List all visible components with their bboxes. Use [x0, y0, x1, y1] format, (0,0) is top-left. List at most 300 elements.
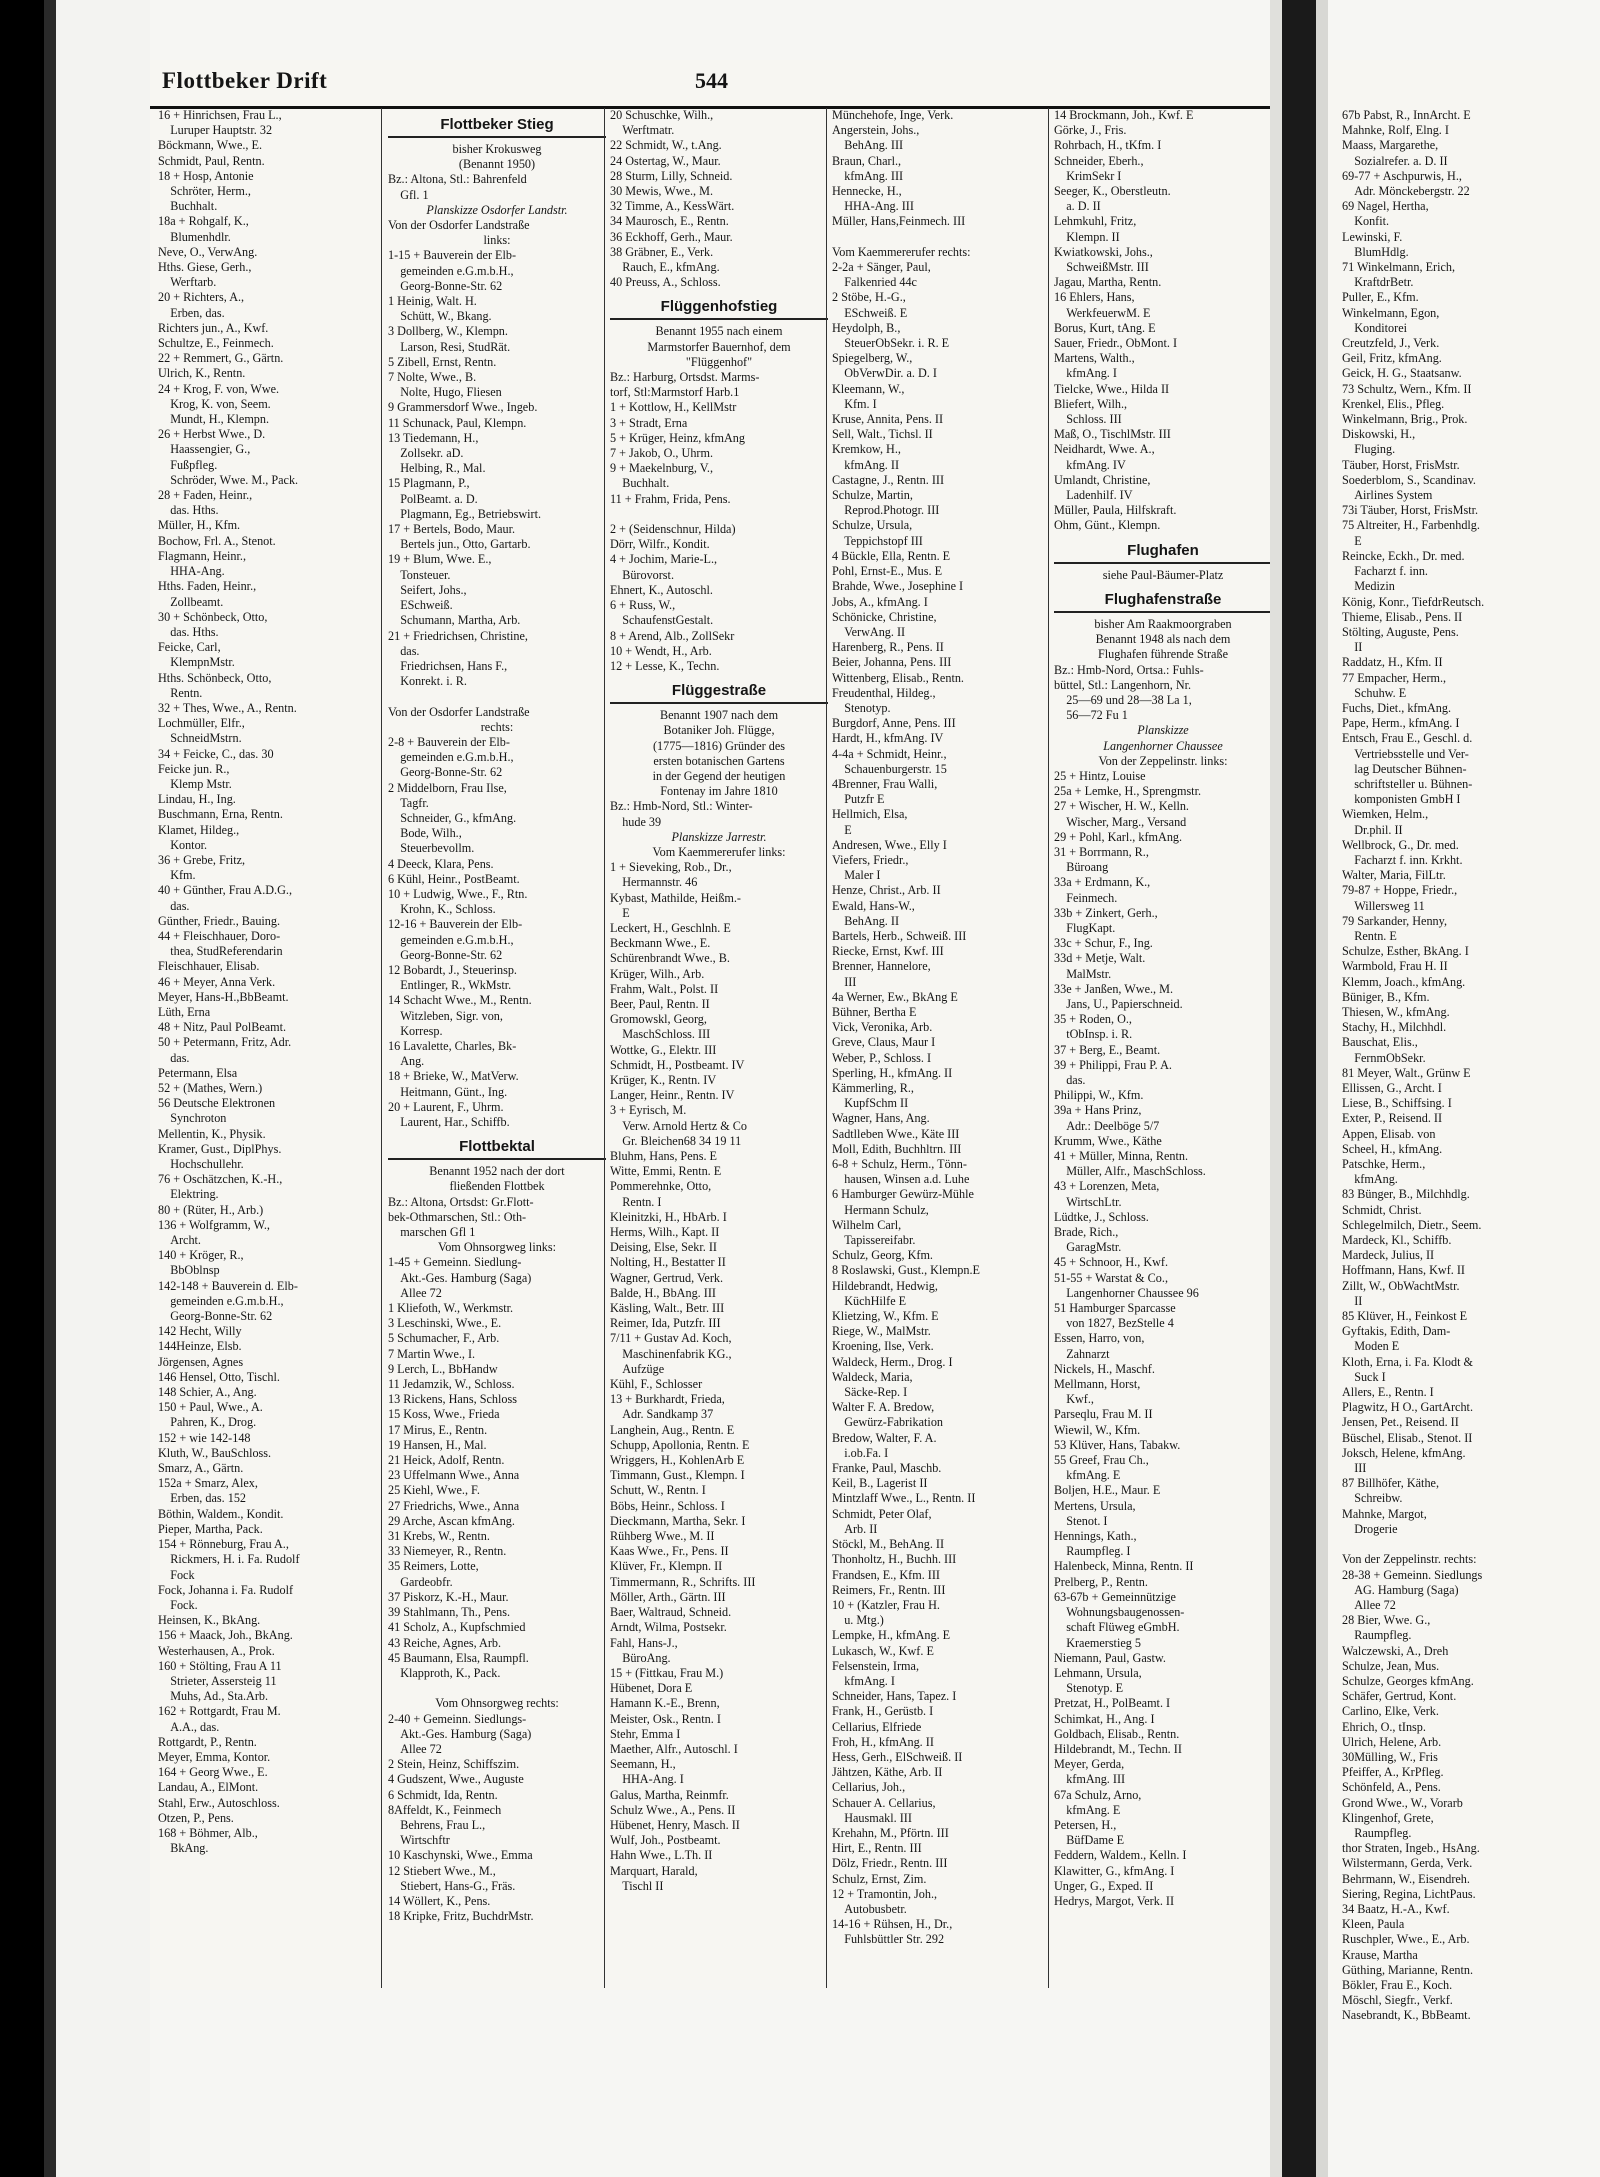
- entry-line: 16 Lavalette, Charles, Bk-: [388, 1038, 517, 1053]
- entry-line: 6 Schmidt, Ida, Rentn.: [388, 1787, 498, 1802]
- entry-line: Burgdorf, Anne, Pens. III: [832, 716, 956, 731]
- entry-line: Nolte, Hugo, Fliesen: [388, 385, 502, 400]
- entry-line: Seemann, H.,: [610, 1757, 676, 1772]
- entry-line: 79-87 + Hoppe, Friedr.,: [1342, 883, 1458, 898]
- entry-line: Kybast, Mathilde, Heißm.-: [610, 890, 741, 905]
- street-note: links:: [483, 233, 511, 248]
- entry-line: 45 + Schnoor, H., Kwf.: [1054, 1255, 1169, 1270]
- entry-line: Klüver, Fr., Klempn. II: [610, 1559, 723, 1574]
- entry-line: Neve, O., VerwAng.: [158, 244, 258, 259]
- street-note: Vom Ohnsorgweg rechts:: [435, 1696, 559, 1711]
- entry-line: Ehrich, O., tInsp.: [1342, 1719, 1426, 1734]
- entry-line: Haassengier, G.,: [158, 442, 251, 457]
- entry-line: 164 + Georg Wwe., E.: [158, 1765, 268, 1780]
- entry-line: Schulze, Georges kfmAng.: [1342, 1673, 1474, 1688]
- entry-line: marschen Gfl 1: [388, 1225, 476, 1240]
- entry-line: Müller, Alfr., MaschSchloss.: [1054, 1164, 1206, 1179]
- entry-line: KüchHilfe E: [832, 1293, 907, 1308]
- entry-line: 156 + Maack, Joh., BkAng.: [158, 1628, 293, 1643]
- entry-line: Stiebert, Hans-G., Fräs.: [388, 1878, 516, 1893]
- entry-line: Böckmann, Wwe., E.: [158, 138, 263, 153]
- entry-line: 2 Middelborn, Frau Ilse,: [388, 780, 507, 795]
- entry-line: Hildebrandt, M., Techn. II: [1054, 1741, 1182, 1756]
- entry-line: E: [832, 822, 852, 837]
- entry-line: Erben, das.: [158, 305, 225, 320]
- entry-line: Schloss. III: [1054, 412, 1122, 427]
- entry-line: Henze, Christ., Arb. II: [832, 883, 941, 898]
- entry-line: Autobusbetr.: [832, 1901, 907, 1916]
- entry-line: 35 + Roden, O.,: [1054, 1012, 1132, 1027]
- entry-line: Schmidt, H., Postbeamt. IV: [610, 1057, 745, 1072]
- entry-line: Kloth, Erna, i. Fa. Klodt &: [1342, 1354, 1474, 1369]
- entry-line: Mintzlaff Wwe., L., Rentn. II: [832, 1491, 976, 1506]
- entry-line: Dieckmann, Martha, Sekr. I: [610, 1513, 746, 1528]
- entry-line: Dörr, Wilfr., Kondit.: [610, 537, 710, 552]
- entry-line: 4 Deeck, Klara, Pens.: [388, 856, 494, 871]
- entry-line: 152 + wie 142-148: [158, 1430, 251, 1445]
- entry-line: 28 Sturm, Lilly, Schneid.: [610, 168, 733, 183]
- entry-line: Vick, Veronika, Arb.: [832, 1020, 933, 1035]
- entry-line: Wiemken, Helm.,: [1342, 807, 1429, 822]
- entry-line: Langer, Heinr., Rentn. IV: [610, 1088, 735, 1103]
- entry-line: Kfm. I: [832, 396, 877, 411]
- entry-line: Böbs, Heinr., Schloss. I: [610, 1498, 725, 1513]
- entry-line: Larson, Resi, StudRät.: [388, 339, 511, 354]
- entry-line: 22 Schmidt, W., t.Ang.: [610, 138, 722, 153]
- entry-line: Bredow, Walter, F. A.: [832, 1430, 937, 1445]
- entry-line: Landau, A., ElMont.: [158, 1780, 259, 1795]
- entry-line: Hedrys, Margot, Verk. II: [1054, 1893, 1175, 1908]
- entry-line: Hochschullehr.: [158, 1157, 244, 1172]
- entry-line: Ewald, Hans-W.,: [832, 898, 915, 913]
- entry-line: 11 Jedamzik, W., Schloss.: [388, 1377, 515, 1392]
- entry-line: 142 Hecht, Willy: [158, 1324, 242, 1339]
- entry-line: Pfeiffer, A., KrPfleg.: [1342, 1765, 1444, 1780]
- entry-line: Hoffmann, Hans, Kwf. II: [1342, 1263, 1465, 1278]
- entry-line: Lempke, H., kfmAng. E: [832, 1628, 951, 1643]
- street-note: Planskizze: [1137, 723, 1189, 738]
- entry-line: Castagne, J., Rentn. III: [832, 472, 945, 487]
- entry-line: 51 Hamburger Sparcasse: [1054, 1301, 1176, 1316]
- entry-line: Luruper Hauptstr. 32: [158, 123, 273, 138]
- entry-line: Keil, B., Lagerist II: [832, 1476, 928, 1491]
- entry-line: Langhein, Aug., Rentn. E: [610, 1422, 735, 1437]
- entry-line: 34 + Feicke, C., das. 30: [158, 746, 274, 761]
- entry-line: KlempnMstr.: [158, 655, 235, 670]
- entry-line: Bode, Wilh.,: [388, 826, 462, 841]
- entry-line: Schmidt, Christ.: [1342, 1202, 1422, 1217]
- street-heading: Flottbektal: [388, 1136, 606, 1160]
- entry-line: Wirtschftr: [388, 1833, 450, 1848]
- entry-line: 21 + Friedrichsen, Christine,: [388, 628, 528, 643]
- entry-line: Georg-Bonne-Str. 62: [388, 278, 503, 293]
- entry-line: Wriggers, H., KohlenArb E: [610, 1453, 745, 1468]
- entry-line: Pretzat, H., PolBeamt. I: [1054, 1696, 1171, 1711]
- entry-line: Kleinitzki, H., HbArb. I: [610, 1209, 727, 1224]
- entry-line: Harenberg, R., Pens. II: [832, 640, 944, 655]
- street-heading: Flottbeker Stieg: [388, 114, 606, 138]
- entry-line: Kramer, Gust., DiplPhys.: [158, 1141, 282, 1156]
- entry-line: Friedrichsen, Hans F.,: [388, 658, 508, 673]
- entry-line: schriftsteller u. Bühnen-: [1342, 776, 1473, 791]
- entry-line: Westerhausen, A., Prok.: [158, 1643, 275, 1658]
- entry-line: Raumpfleg.: [1342, 1825, 1412, 1840]
- entry-line: thea, StudReferendarin: [158, 944, 283, 959]
- entry-line: Täuber, Horst, FrisMstr.: [1342, 457, 1460, 472]
- entry-line: Schuhw. E: [1342, 685, 1407, 700]
- entry-line: Lüdtke, J., Schloss.: [1054, 1209, 1149, 1224]
- entry-line: Feinmech.: [1054, 890, 1118, 905]
- entry-line: Schulz, Ernst, Zim.: [832, 1871, 927, 1886]
- entry-line: Georg-Bonne-Str. 62: [158, 1309, 273, 1324]
- entry-line: Muhs, Ad., Sta.Arb.: [158, 1689, 269, 1704]
- column-divider: [1048, 108, 1049, 1988]
- entry-line: Geil, Fritz, kfmAng.: [1342, 351, 1442, 366]
- entry-line: Hausmakl. III: [832, 1810, 912, 1825]
- entry-line: Aufzüge: [610, 1361, 665, 1376]
- entry-line: Ehnert, K., Autoschl.: [610, 582, 713, 597]
- entry-line: Görke, J., Fris.: [1054, 123, 1127, 138]
- entry-line: Erben, das. 152: [158, 1491, 247, 1506]
- entry-line: 19 Hansen, H., Mal.: [388, 1437, 487, 1452]
- entry-line: 19 + Blum, Wwe. E.,: [388, 552, 492, 567]
- entry-line: Krohn, K., Schloss.: [388, 902, 496, 917]
- entry-line: 3 + Stradt, Erna: [610, 415, 688, 430]
- entry-line: Krenkel, Elis., Pfleg.: [1342, 396, 1445, 411]
- entry-line: 13 Rickens, Hans, Schloss: [388, 1392, 517, 1407]
- entry-line: Froh, H., kfmAng. II: [832, 1734, 934, 1749]
- entry-line: Stehr, Emma I: [610, 1726, 681, 1741]
- entry-line: Adr. Sandkamp 37: [610, 1407, 714, 1422]
- entry-line: Meyer, Hans-H.,BbBeamt.: [158, 989, 289, 1004]
- entry-line: Winkelmann, Brig., Prok.: [1342, 412, 1468, 427]
- street-note: Marmstorfer Bauernhof, dem: [647, 339, 791, 354]
- entry-line: 67b Pabst, R., InnArcht. E: [1342, 108, 1471, 122]
- entry-line: Schneider, G., kfmAng.: [388, 810, 517, 825]
- entry-line: Kwf.,: [1054, 1392, 1094, 1407]
- entry-line: Allee 72: [388, 1285, 442, 1300]
- entry-line: Hübenet, Dora E: [610, 1681, 693, 1696]
- entry-line: Puller, E., Kfm.: [1342, 290, 1419, 305]
- entry-line: gemeinden e.G.m.b.H.,: [388, 932, 514, 947]
- entry-line: 33d + Metje, Walt.: [1054, 951, 1146, 966]
- entry-line: Bz.: Hmb-Nord, Stl.: Winter-: [610, 799, 753, 814]
- entry-line: II: [1342, 640, 1363, 655]
- street-note: Benannt 1955 nach einem: [655, 324, 783, 339]
- entry-line: II: [1342, 1293, 1363, 1308]
- entry-line: 154 + Rönneburg, Frau A.,: [158, 1537, 289, 1552]
- scan-left-edge: [0, 0, 150, 2177]
- entry-line: Feddern, Waldem., Kelln. I: [1054, 1848, 1187, 1863]
- street-note: Langenhorner Chaussee: [1103, 738, 1223, 753]
- entry-line: Hths. Faden, Heinr.,: [158, 579, 257, 594]
- entry-line: Laurent, Har., Schiffb.: [388, 1115, 510, 1129]
- street-note: bisher Krokusweg: [452, 142, 542, 156]
- entry-line: 140 + Kröger, R.,: [158, 1248, 244, 1263]
- street-note: (Benannt 1950): [458, 157, 536, 172]
- book-spine: [1270, 0, 1328, 2177]
- entry-line: Bartels, Herb., Schweiß. III: [832, 928, 967, 943]
- entry-line: 48 + Nitz, Paul PolBeamt.: [158, 1020, 287, 1035]
- entry-line: 1 Kliefoth, W., Werkmstr.: [388, 1301, 514, 1316]
- entry-line: 10 Kaschynski, Wwe., Emma: [388, 1848, 533, 1863]
- entry-line: Witzleben, Sigr. von,: [388, 1008, 503, 1023]
- entry-line: 18 + Brieke, W., MatVerw.: [388, 1069, 519, 1084]
- entry-line: Heydolph, B.,: [832, 320, 901, 335]
- entry-line: Rentn. I: [610, 1194, 662, 1209]
- entry-line: 152a + Smarz, Alex,: [158, 1476, 258, 1491]
- entry-line: Neidhardt, Wwe. A.,: [1054, 442, 1155, 457]
- entry-line: 33b + Zinkert, Gerh.,: [1054, 905, 1158, 920]
- entry-line: Schneider, Eberh.,: [1054, 153, 1144, 168]
- entry-line: Geick, H. G., Staatsanw.: [1342, 366, 1462, 381]
- entry-line: Teppichstopf III: [832, 533, 923, 548]
- entry-line: Moll, Edith, Buchhltrn. III: [832, 1141, 962, 1156]
- entry-line: 150 + Paul, Wwe., A.: [158, 1400, 263, 1415]
- entry-line: 51-55 + Warstat & Co.,: [1054, 1270, 1168, 1285]
- entry-line: Raumpfleg.: [1342, 1628, 1412, 1643]
- entry-line: Rickmers, H. i. Fa. Rudolf: [158, 1552, 300, 1567]
- entry-line: 71 Winkelmann, Erich,: [1342, 260, 1456, 275]
- entry-line: Fuhlsbüttler Str. 292: [832, 1932, 945, 1947]
- entry-line: Mellentin, K., Physik.: [158, 1126, 266, 1141]
- entry-line: Klamet, Hildeg.,: [158, 822, 240, 837]
- entry-line: Stenotyp. E: [1054, 1681, 1124, 1696]
- entry-line: 23 Uffelmann Wwe., Anna: [388, 1468, 520, 1483]
- entry-line: Hübenet, Henry, Masch. II: [610, 1817, 740, 1832]
- entry-line: Maß, O., TischlMstr. III: [1054, 427, 1171, 442]
- entry-line: Raddatz, H., Kfm. II: [1342, 655, 1443, 670]
- entry-line: Winkelmann, Egon,: [1342, 305, 1440, 320]
- entry-line: 8Affeldt, K., Feinmech: [388, 1802, 502, 1817]
- entry-line: Bz.: Harburg, Ortsdst. Marms-: [610, 370, 760, 385]
- entry-line: BlumHdlg.: [1342, 244, 1409, 259]
- entry-line: Krüger, K., Rentn. IV: [610, 1072, 717, 1087]
- street-heading: Flüggenhofstieg: [610, 296, 828, 320]
- entry-line: Facharzt f. inn.: [1342, 564, 1428, 579]
- entry-line: Halenbeck, Minna, Rentn. II: [1054, 1559, 1194, 1574]
- entry-line: Büschel, Elisab., Stenot. II: [1342, 1430, 1473, 1445]
- entry-line: Kfm.: [158, 868, 196, 883]
- entry-line: 52 + (Mathes, Wern.): [158, 1081, 263, 1095]
- entry-line: Sauer, Friedr., ObMont. I: [1054, 336, 1178, 351]
- entry-line: 8 Roslawski, Gust., Klempn.E: [832, 1263, 980, 1278]
- entry-line: Güthing, Marianne, Rentn.: [1342, 1962, 1473, 1977]
- entry-line: 11 + Frahm, Frida, Pens.: [610, 491, 731, 506]
- entry-line: HHA-Ang. I: [610, 1772, 684, 1787]
- entry-line: Langenhorner Chaussee 96: [1054, 1285, 1199, 1300]
- entry-line: 39 Stahlmann, Th., Pens.: [388, 1605, 510, 1620]
- entry-line: 2-40 + Gemeinn. Siedlungs-: [388, 1711, 527, 1726]
- entry-line: Lewinski, F.: [1342, 229, 1403, 244]
- street-heading: Flughafenstraße: [1054, 589, 1272, 613]
- entry-line: Balde, H., BbAng. III: [610, 1285, 716, 1300]
- entry-line: Carlino, Elke, Verk.: [1342, 1704, 1439, 1719]
- entry-line: Heinsen, K., BkAng.: [158, 1613, 261, 1628]
- entry-line: Jagau, Martha, Rentn.: [1054, 275, 1162, 290]
- entry-line: ESchweiß.: [388, 598, 453, 613]
- street-note: (1775—1816) Gründer des: [652, 738, 785, 753]
- entry-line: 4a Werner, Ew., BkAng E: [832, 989, 958, 1004]
- entry-line: BüroAng.: [610, 1650, 671, 1665]
- entry-line: Kleen, Paula: [1342, 1917, 1405, 1932]
- entry-line: Hermannstr. 46: [610, 875, 698, 890]
- entry-line: 5 Zibell, Ernst, Rentn.: [388, 354, 497, 369]
- entry-line: bek-Othmarschen, Stl.: Oth-: [388, 1209, 527, 1224]
- entry-line: KrimSekr I: [1054, 168, 1122, 183]
- street-note: rechts:: [480, 719, 514, 734]
- entry-line: Mertens, Ursula,: [1054, 1498, 1136, 1513]
- entry-line: BehAng. II: [832, 913, 900, 928]
- entry-line: Kremkow, H.,: [832, 442, 901, 457]
- entry-line: Korresp.: [388, 1023, 443, 1038]
- entry-line: Appen, Elisab. von: [1342, 1126, 1436, 1141]
- entry-line: Schultze, E., Feinmech.: [158, 336, 274, 351]
- entry-line: ESchweiß. E: [832, 305, 908, 320]
- entry-line: Riege, W., MalMstr.: [832, 1324, 931, 1339]
- entry-line: [610, 507, 828, 522]
- entry-line: Hildebrandt, Hedwig,: [832, 1278, 938, 1293]
- entry-line: Schupp, Apollonia, Rentn. E: [610, 1437, 750, 1452]
- entry-line: Krehahn, M., Pförtn. III: [832, 1825, 949, 1840]
- entry-line: 12 + Lesse, K., Techn.: [610, 658, 720, 673]
- entry-line: 50 + Petermann, Fritz, Adr.: [158, 1035, 292, 1050]
- entry-line: Waldeck, Herm., Drog. I: [832, 1354, 953, 1369]
- entry-line: Kühl, F., Schlosser: [610, 1377, 703, 1392]
- entry-line: Franke, Paul, Maschb.: [832, 1461, 942, 1476]
- entry-line: Hess, Gerh., ElSchweiß. II: [832, 1749, 963, 1764]
- entry-line: Martens, Walth.,: [1054, 351, 1135, 366]
- entry-line: Airlines System: [1342, 488, 1433, 503]
- entry-line: Bz.: Altona, Stl.: Bahrenfeld: [388, 172, 527, 187]
- entry-line: SchaufenstGestalt.: [610, 613, 714, 628]
- entry-line: 17 Mirus, E., Rentn.: [388, 1422, 488, 1437]
- entry-line: Mahnke, Margot,: [1342, 1506, 1427, 1521]
- entry-line: Schreibw.: [1342, 1491, 1403, 1506]
- entry-line: 14 Wöllert, K., Pens.: [388, 1893, 491, 1908]
- entry-line: 3 + Eyrisch, M.: [610, 1103, 687, 1118]
- entry-line: 4 Bückle, Ella, Rentn. E: [832, 548, 951, 563]
- entry-line: Hths. Schönbeck, Otto,: [158, 670, 272, 685]
- entry-line: Sozialrefer. a. D. II: [1342, 153, 1448, 168]
- street-note: Planskizze Osdorfer Landstr.: [426, 202, 568, 217]
- entry-line: Rohrbach, H., tKfm. I: [1054, 138, 1162, 153]
- entry-line: 14-16 + Rühsen, H., Dr.,: [832, 1917, 953, 1932]
- entry-line: 28-38 + Gemeinn. Siedlungs: [1342, 1567, 1483, 1582]
- entry-line: Schäfer, Gertrud, Kont.: [1342, 1689, 1457, 1704]
- entry-line: 41 + Müller, Minna, Rentn.: [1054, 1149, 1189, 1163]
- entry-line: Jörgensen, Agnes: [158, 1354, 244, 1369]
- entry-line: Facharzt f. inn. Krkht.: [1342, 852, 1463, 867]
- entry-line: Buchhalt.: [158, 199, 218, 214]
- entry-line: Deising, Else, Sekr. II: [610, 1240, 717, 1255]
- entry-line: 21 Heick, Adolf, Rentn.: [388, 1453, 505, 1468]
- entry-line: Beer, Paul, Rentn. II: [610, 996, 710, 1011]
- entry-line: Bühner, Bertha E: [832, 1004, 917, 1019]
- entry-line: hausen, Winsen a.d. Luhe: [832, 1172, 970, 1187]
- entry-line: Frandsen, E., Kfm. III: [832, 1567, 940, 1582]
- entry-line: 28 Bier, Wwe. G.,: [1342, 1613, 1431, 1628]
- entry-line: Möschl, Siegfr., Verkf.: [1342, 1993, 1453, 2008]
- page-header: [150, 68, 1270, 98]
- entry-line: 24 + Krog, F. von, Wwe.: [158, 381, 280, 396]
- entry-line: 56—72 Fu 1: [1054, 708, 1128, 723]
- entry-line: 25a + Lemke, H., Sprengmstr.: [1054, 784, 1202, 799]
- entry-line: Fock, Johanna i. Fa. Rudolf: [158, 1582, 294, 1597]
- entry-line: 34 Maurosch, E., Rentn.: [610, 214, 729, 229]
- entry-line: König, Konr., TiefdrReutsch.: [1342, 594, 1485, 609]
- entry-line: Borus, Kurt, tAng. E: [1054, 320, 1156, 335]
- entry-line: 9 Grammersdorf Wwe., Ingeb.: [388, 400, 538, 415]
- entry-line: Moden E: [1342, 1339, 1400, 1354]
- entry-line: Stenotyp.: [832, 700, 891, 715]
- entry-line: Felsenstein, Irma,: [832, 1658, 919, 1673]
- entry-line: Fahl, Hans-J.,: [610, 1635, 678, 1650]
- entry-line: FernmObSekr.: [1342, 1050, 1426, 1065]
- entry-line: Warmbold, Frau H. II: [1342, 959, 1448, 974]
- entry-line: Schulze, Martin,: [832, 488, 913, 503]
- entry-line: 6 Kühl, Heinr., PostBeamt.: [388, 871, 520, 886]
- entry-line: 69 Nagel, Hertha,: [1342, 199, 1429, 214]
- entry-line: A.A., das.: [158, 1719, 220, 1734]
- entry-line: 162 + Rottgardt, Frau M.: [158, 1704, 281, 1719]
- entry-line: das.: [158, 898, 190, 913]
- entry-line: Hermann Schulz,: [832, 1202, 929, 1217]
- entry-line: BbOblnsp: [158, 1263, 220, 1278]
- entry-line: HHA-Ang. III: [832, 199, 914, 214]
- street-note: Planskizze Jarrestr.: [671, 829, 767, 844]
- entry-line: Klempn. II: [1054, 229, 1120, 244]
- entry-line: gemeinden e.G.m.b.H.,: [388, 263, 514, 278]
- entry-line: Lukasch, W., Kwf. E: [832, 1643, 934, 1658]
- entry-line: Strieter, Assersteig 11: [158, 1673, 277, 1688]
- entry-line: ObVerwDir. a. D. I: [832, 366, 937, 381]
- street-heading: Flüggestraße: [610, 680, 828, 704]
- entry-line: Wittenberg, Elisab., Rentn.: [832, 670, 964, 685]
- facing-page-fragment: [1328, 60, 1600, 2023]
- entry-line: Möller, Arth., Gärtn. III: [610, 1589, 726, 1604]
- entry-line: Meyer, Emma, Kontor.: [158, 1749, 271, 1764]
- entry-line: Otzen, P., Pens.: [158, 1810, 234, 1825]
- entry-line: Ulrich, Helene, Arb.: [1342, 1734, 1442, 1749]
- entry-line: 2 + (Seidenschnur, Hilda): [610, 522, 736, 537]
- entry-line: KraftdrBetr.: [1342, 275, 1414, 290]
- entry-line: Ellissen, G., Archt. I: [1342, 1081, 1442, 1095]
- entry-line: Müller, Paula, Hilfskraft.: [1054, 503, 1177, 518]
- entry-line: Arb. II: [832, 1521, 878, 1536]
- entry-line: Maschinenfabrik KG.,: [610, 1346, 732, 1361]
- entry-line: Kaas Wwe., Fr., Pens. II: [610, 1544, 729, 1559]
- entry-line: 33e + Janßen, Wwe., M.: [1054, 981, 1174, 996]
- entry-line: 20 Schuschke, Wilh.,: [610, 108, 714, 122]
- entry-line: Nasebrandt, K., BbBeamt.: [1342, 2008, 1471, 2023]
- entry-line: 38 Gräbner, E., Verk.: [610, 244, 714, 259]
- entry-line: 6-8 + Schulz, Herm., Tönn-: [832, 1157, 967, 1172]
- entry-line: Hirt, E., Rentn. III: [832, 1841, 922, 1856]
- entry-line: Sperling, H., kfmAng. II: [832, 1065, 953, 1080]
- entry-line: 14 Schacht Wwe., M., Rentn.: [388, 993, 532, 1008]
- column-divider: [826, 108, 827, 1988]
- entry-line: 10 + (Katzler, Frau H.: [832, 1597, 940, 1612]
- entry-line: Hahn Wwe., L.Th. II: [610, 1848, 713, 1863]
- entry-line: 2-2a + Sänger, Paul,: [832, 260, 931, 275]
- entry-line: Stölting, Auguste, Pens.: [1342, 624, 1459, 639]
- entry-line: Adr.: Deelböge 5/7: [1054, 1118, 1160, 1133]
- entry-line: Wulf, Joh., Postbeamt.: [610, 1833, 721, 1848]
- entry-line: 40 + Günther, Frau A.D.G.,: [158, 883, 293, 898]
- page-number: 544: [695, 68, 728, 93]
- entry-line: a. D. II: [1054, 199, 1101, 214]
